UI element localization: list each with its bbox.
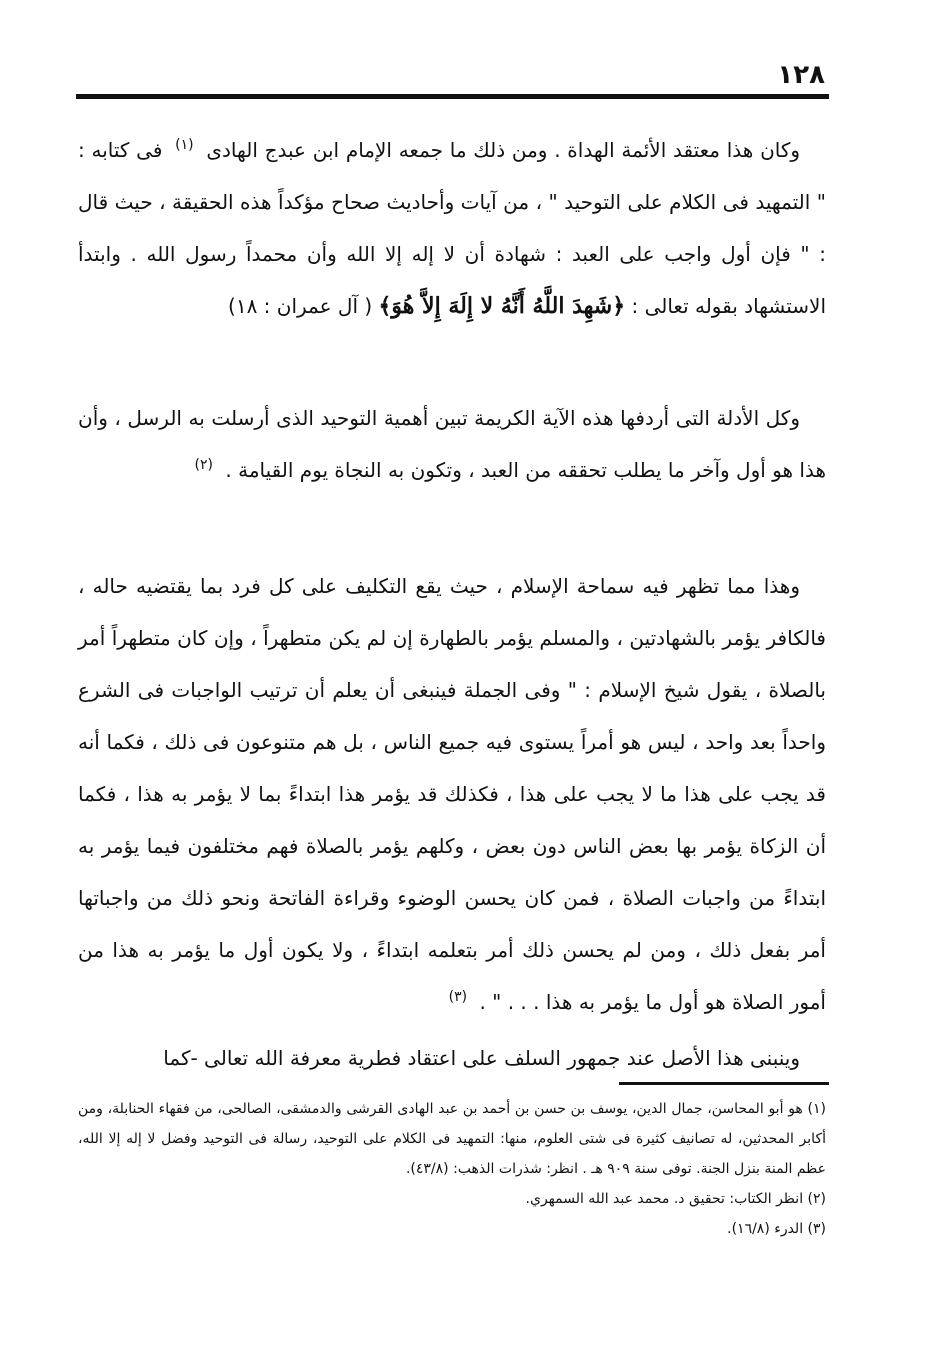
footnotes	[78, 1094, 826, 1244]
paragraph-2	[78, 392, 826, 548]
quran-verse: ﴿شَهِدَ اللَّهُ أَنَّهُ لا إِلَهَ إِلاَّ هُوَ﴾	[378, 293, 626, 319]
paragraph-1-text-cont: فى كتابه : " التمهيد فى الكلام على التوحيد " ، من آيات وأحاديث صحاح مؤكداً هذه الحقيقة ، حيث قال : " فإن أول واجب على العبد : شهادة أن لا إله إلا الله وأن محمداً رسول الله . وابتدأ الاستشهاد بقوله تعالى :	[78, 138, 826, 318]
paragraph-1	[78, 124, 826, 384]
footnote-2: (٢) انظر الكتاب: تحقيق د. محمد عبد الله السمهري.	[525, 1191, 826, 1207]
paragraph-4-text: وينبنى هذا الأصل عند جمهور السلف على اعتقاد فطرية معرفة الله تعالى -كما	[163, 1046, 800, 1070]
header-rule	[76, 94, 829, 99]
paragraph-4	[78, 1032, 826, 1084]
paragraph-3	[78, 560, 826, 1028]
main-text	[78, 124, 826, 1084]
paragraph-1-text: وكان هذا معتقد الأئمة الهداة . ومن ذلك ما جمعه الإمام ابن عبدج الهادى	[206, 138, 801, 162]
footnote-3: (٣) الدرء (١٦/٨).	[727, 1221, 826, 1237]
paragraph-2-text: وكل الأدلة التى أردفها هذه الآية الكريمة تبين أهمية التوحيد الذى أرسلت به الرسل ، وأن هذا هو أول وآخر ما يطلب تحققه من العبد ، وتكون به النجاة يوم القيامة .	[78, 406, 826, 482]
footnote-marker-1: (١)	[175, 137, 194, 154]
paragraph-3-text: وهذا مما تظهر فيه سماحة الإسلام ، حيث يقع التكليف على كل فرد بما يقتضيه حاله ، فالكافر يؤمر بالشهادتين ، والمسلم يؤمر بالطهارة إن لم يكن متطهراً ، وإن كان متطهراً أمر بالصلاة ، يقول شيخ الإسلام : " وفى الجملة فينبغى أن يعلم أن ترتيب الواجبات فى الشرع واحداً بعد واحد ، ليس هو أمراً يستوى فيه جميع الناس ، بل هم متنوعون فى ذلك ، فكما أنه قد يجب على هذا ما لا يجب على هذا ، فكذلك قد يؤمر هذا ابتداءً بما لا يؤمر به هذا ، فكما أن الزكاة يؤمر بها بعض الناس دون بعض ، وكلهم يؤمر بالصلاة فهم مختلفون فيما يؤمر به ابتداءً من واجبات الصلاة ، فمن كان يحسن الوضوء وقراءة الفاتحة ونحو ذلك من واجباتها أمر بفعل ذلك ، ومن لم يحسن ذلك أمر بتعلمه ابتداءً ، ولا يكون أول ما يؤمر به هذا من أمور الصلاة هو أول ما يؤمر به هذا . . . " .	[78, 574, 826, 1014]
footnote-1: (١) هو أبو المحاسن، جمال الدين، يوسف بن حسن بن أحمد بن عبد الهادى القرشى والدمشقى، الصالحى، من فقهاء الحنابلة، ومن أكابر المحدثين، له تصانيف كثيرة فى شتى العلوم، منها: التمهيد فى الكلام على التوحيد، رسالة فى التوحيد وفضل لا إله إلا الله، عظم المنة بنزل الجنة. توفى سنة ٩٠٩ هـ . انظر: شذرات الذهب: (٤٣/٨).	[78, 1101, 826, 1177]
verse-reference: ( آل عمران : ١٨)	[228, 294, 373, 318]
footnote-separator	[619, 1082, 829, 1085]
page-number: ١٢٨	[777, 60, 825, 90]
footnote-marker-2: (٢)	[194, 457, 214, 474]
footnote-marker-3: (٣)	[448, 989, 468, 1006]
